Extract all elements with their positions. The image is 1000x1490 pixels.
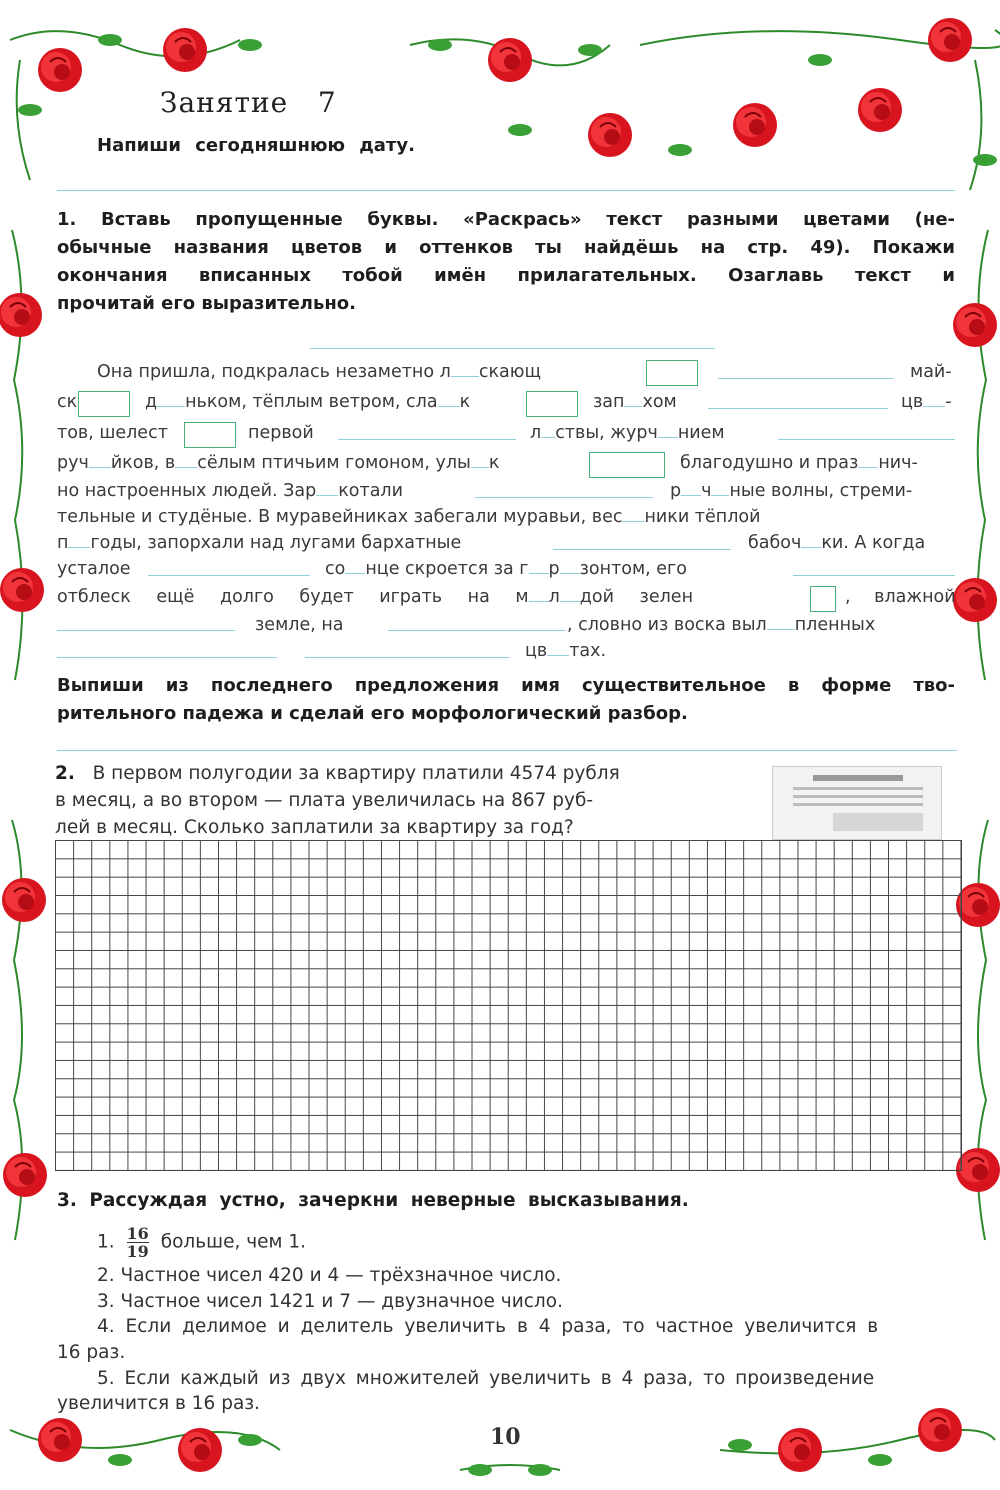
text-fragment: тов, шелест [57,423,168,443]
text-fragment: нием [677,423,725,443]
statement-3[interactable]: 3. Частное чисел 1421 и 7 — двузначное число. [97,1291,563,1312]
text-fragment: первой [248,423,314,443]
color-line[interactable] [305,657,510,658]
fraction-numerator: 16 [126,1224,149,1243]
color-line[interactable] [57,657,277,658]
statement-2[interactable]: 2. Частное чисел 420 и 4 — трёхзначное число. [97,1265,562,1286]
letter-gap[interactable] [622,507,644,522]
letter-gap[interactable] [471,453,489,468]
letter-gap[interactable] [438,392,460,407]
text-fragment: скающ [478,362,541,382]
text-fragment: дой зелен [579,587,694,607]
text-fragment: р [670,481,682,501]
task1-footer-line: рительного падежа и сделай его морфологический разбор. [57,703,688,724]
ending-box[interactable] [589,452,665,478]
lesson-title: Занятие 7 [160,86,337,119]
ending-box[interactable] [810,586,836,612]
text-fragment: но настроенных людей. Зар [57,481,317,501]
text-fragment: ск [57,392,78,412]
text-fragment: ньком, тёплым ветром, сла [185,392,438,412]
letter-gap[interactable] [767,615,795,630]
letter-gap[interactable] [923,392,945,407]
letter-gap[interactable] [711,481,729,496]
letter-gap[interactable] [624,392,642,407]
text-fragment: годы, запорхали над лугами бархатные [90,533,462,553]
task1-header-line: окончания вписанных тобой имён прилагательных. Озаглавь текст и [57,265,955,286]
statement-4[interactable]: 4. Если делимое и делитель увеличить в 4 раза, то частное увеличится в [97,1316,879,1337]
task1-header-line: 1. Вставь пропущенные буквы. «Раскрась» текст разными цветами (не- [57,209,955,230]
text-fragment: ствы, журч [555,423,658,443]
text-fragment: л [530,423,542,443]
text-fragment: котали [338,481,403,501]
letter-gap[interactable] [560,587,580,602]
date-answer-line[interactable] [57,190,955,191]
page-number: 10 [490,1424,521,1450]
date-instruction: Напиши сегодняшнюю дату. [97,135,415,156]
text-fragment: л [548,587,560,607]
ending-box[interactable] [526,391,578,417]
statement-5[interactable]: 5. Если каждый из двух множителей увеличить в 4 раза, то произведение [97,1368,875,1389]
color-line[interactable] [778,439,955,440]
letter-gap[interactable] [68,533,90,548]
text-fragment: зап [593,392,625,412]
text-fragment: благодушно и праз [680,453,859,473]
fraction [127,1225,149,1260]
letter-gap[interactable] [157,392,185,407]
text-fragment: бабоч [748,533,802,553]
task2-line: В первом полугодии за квартиру платили 4574 рубля [92,763,620,784]
color-line[interactable] [793,575,955,576]
color-line[interactable] [338,439,516,440]
text-fragment: , словно из воска выл [567,615,767,635]
statement-1[interactable] [97,1225,306,1260]
color-line[interactable] [718,378,893,379]
text-fragment: Она пришла, подкралась незаметно л [97,362,451,382]
task1-header-line: прочитай его выразительно. [57,293,356,314]
letter-gap[interactable] [560,559,580,574]
text-fragment: д [145,392,158,412]
task2-line: в месяц, а во втором — плата увеличилась на 867 руб- [55,790,594,811]
statement-number: 1. [97,1231,115,1253]
text-fragment: руч [57,453,89,473]
letter-gap[interactable] [529,559,549,574]
text-fragment: тах. [569,641,607,661]
letter-gap[interactable] [858,453,878,468]
text-fragment: к [459,392,471,412]
task1-header-line: обычные названия цветов и оттенков ты найдёшь на стр. 49). Покажи [57,237,955,258]
ending-box[interactable] [78,391,130,417]
text-fragment: хом [642,392,677,412]
text-fragment: земле, на [255,615,344,635]
letter-gap[interactable] [529,587,549,602]
task2-number: 2. [55,763,75,784]
letter-gap[interactable] [89,453,111,468]
letter-gap[interactable] [345,559,365,574]
text-fragment: ники тёплой [644,507,761,527]
letter-gap[interactable] [451,362,479,377]
color-line[interactable] [57,630,235,631]
color-line[interactable] [148,575,310,576]
text-fragment: нич- [878,453,918,473]
task2-problem [55,760,720,841]
ending-box[interactable] [646,360,698,386]
text-fragment: п [57,533,69,553]
text-fragment: со [325,559,346,579]
text-fragment: сёлым птичьим гомоном, улы [197,453,471,473]
text-fragment: ч [701,481,712,501]
statement-5-cont[interactable]: увеличится в 16 раз. [57,1393,260,1414]
text-fragment: цв [525,641,548,661]
letter-gap[interactable] [175,453,197,468]
answer-line[interactable] [57,750,957,751]
text-fragment: ки. А когда [821,533,926,553]
task1-instructions [57,206,955,318]
statement-4-cont[interactable]: 16 раз. [57,1342,126,1363]
task1-followup [57,672,955,728]
text-fragment: отблеск ещё долго будет играть на м [57,587,529,607]
text-fragment: пленных [794,615,876,635]
text-fragment: цв [901,392,924,412]
task3-instructions: 3. Рассуждая устно, зачеркни неверные высказывания. [57,1190,689,1211]
text-fragment: йков, в [110,453,176,473]
text-fragment: зонтом, его [579,559,687,579]
text-fragment: усталое [57,559,131,579]
text-fragment: к [488,453,500,473]
text-fragment: май- [910,362,952,382]
text-fragment: - [945,392,952,412]
letter-gap[interactable] [547,641,569,656]
fraction-denominator: 19 [126,1242,149,1261]
letter-gap[interactable] [541,423,555,438]
task1-footer-line: Выпиши из последнего предложения имя существительное в форме тво- [57,675,955,696]
color-line[interactable] [475,497,653,498]
letter-gap[interactable] [801,533,821,548]
letter-gap[interactable] [658,423,678,438]
letter-gap[interactable] [316,481,338,496]
task1-title-line[interactable] [310,348,715,349]
receipt-image [772,766,942,840]
text-fragment: , влажной [845,587,956,607]
ending-box[interactable] [184,422,236,448]
letter-gap[interactable] [681,481,701,496]
text-fragment: тельные и студёные. В муравейниках забегали муравьи, вес [57,507,623,527]
color-line[interactable] [388,630,566,631]
statement-text: больше, чем 1. [160,1231,307,1253]
answer-grid[interactable] [55,840,962,1171]
color-line[interactable] [553,549,731,550]
color-line[interactable] [708,408,888,409]
task2-line: лей в месяц. Сколько заплатили за квартиру за год? [55,817,574,838]
text-fragment: р [548,559,560,579]
text-fragment: нце скроется за г [365,559,529,579]
text-fragment: ные волны, стреми- [729,481,913,501]
